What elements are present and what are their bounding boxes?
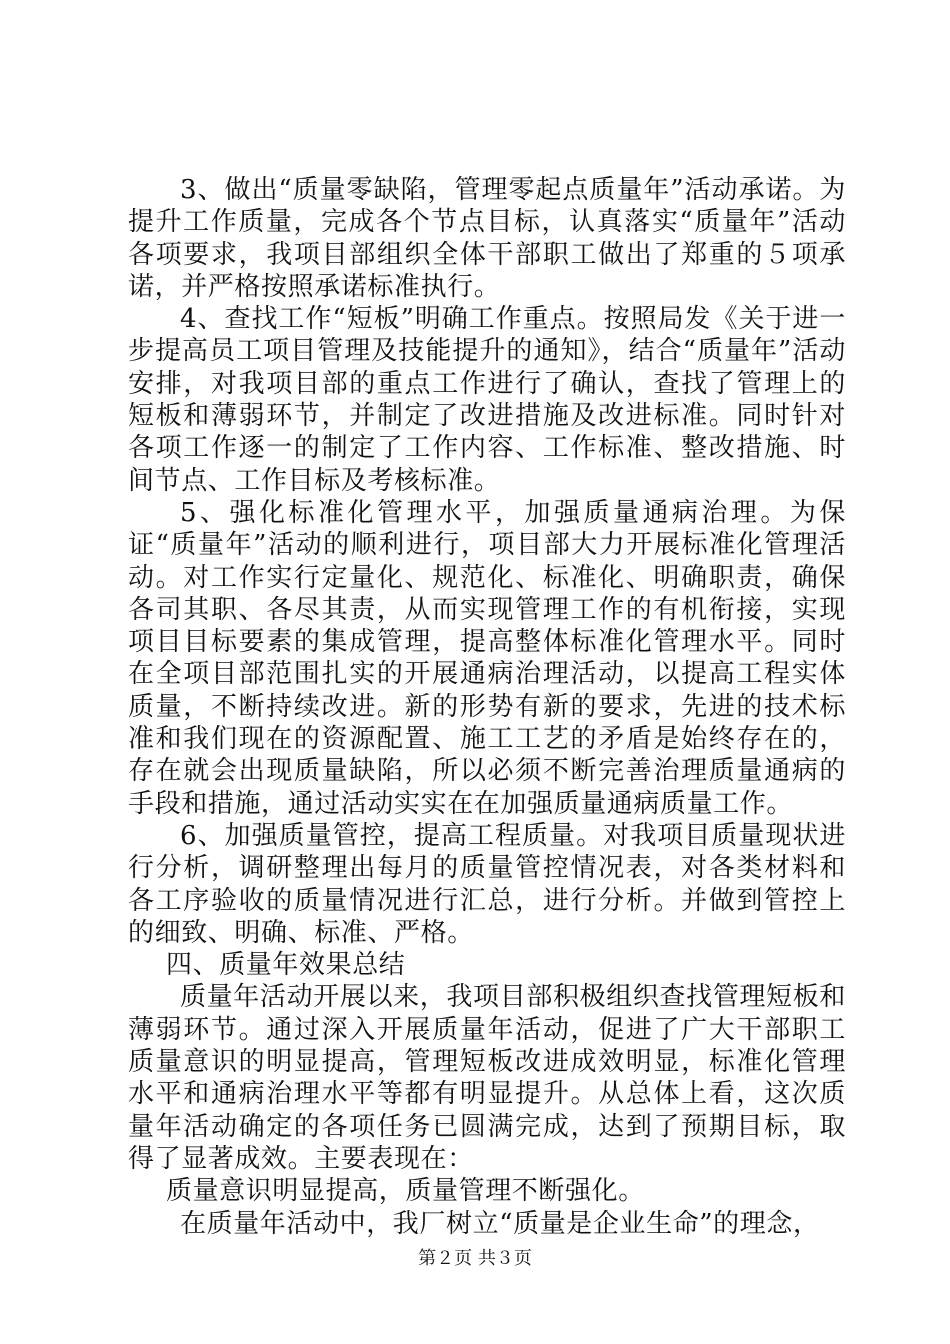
section-heading-summary: 四、质量年效果总结 (166, 950, 406, 981)
subheading-quality-awareness: 质量意识明显提高，质量管理不断强化。 (166, 1176, 645, 1207)
paragraph-quality-control: 6、加强质量管控，提高工程质量。对我项目质量现状进行分析，调研整理出每月的质量管控情况表，对各类材料和各工序验收的质量情况进行汇总，进行分析。并做到管控上的细致、明确、标准、严格。 (128, 820, 846, 948)
paragraph-quality-awareness: 在质量年活动中，我厂树立“质量是企业生命”的理念， (180, 1208, 820, 1239)
paragraph-commitment: 3、做出“质量零缺陷，管理零起点质量年”活动承诺。为提升工作质量，完成各个节点目标，认真落实“质量年”活动各项要求，我项目部组织全体干部职工做出了郑重的５项承诺，并严格按照承诺标准执行。 (128, 175, 846, 302)
page-number-footer: 第２页 共３页 (418, 1248, 532, 1269)
paragraph-standardization: 5、强化标准化管理水平，加强质量通病治理。为保证“质量年”活动的顺利进行，项目部大力开展标准化管理活动。对工作实行定量化、规范化、标准化、明确职责，确保各司其职、各尽其责，从而实现管理工作的有机衔接，实现项目目标要素的集成管理，提高整体标准化管理水平。同时在全项目部范围扎实的开展通病治理活动，以提高工程实体质量，不断持续改进。新的形势有新的要求，先进的技术标准和我们现在的资源配置、施工工艺的矛盾是始终存在的，存在就会出现质量缺陷，所以必须不断完善治理质量通病的手段和措施，通过活动实实在在加强质量通病质量工作。 (128, 497, 846, 819)
document-body (128, 174, 846, 1240)
paragraph-summary: 质量年活动开展以来，我项目部积极组织查找管理短板和薄弱环节。通过深入开展质量年活动，促进了广大干部职工质量意识的明显提高，管理短板改进成效明显，标准化管理水平和通病治理水平等都有明显提升。从总体上看，这次质量年活动确定的各项任务已圆满完成，达到了预期目标，取得了显著成效。主要表现在： (128, 982, 846, 1174)
paragraph-find-shortboard: 4、查找工作“短板”明确工作重点。按照局发《关于进一步提高员工项目管理及技能提升的通知》，结合“质量年”活动安排，对我项目部的重点工作进行了确认，查找了管理上的短板和薄弱环节，并制定了改进措施及改进标准。同时针对各项工作逐一的制定了工作内容、工作标准、整改措施、时间节点、工作目标及考核标准。 (128, 304, 846, 496)
